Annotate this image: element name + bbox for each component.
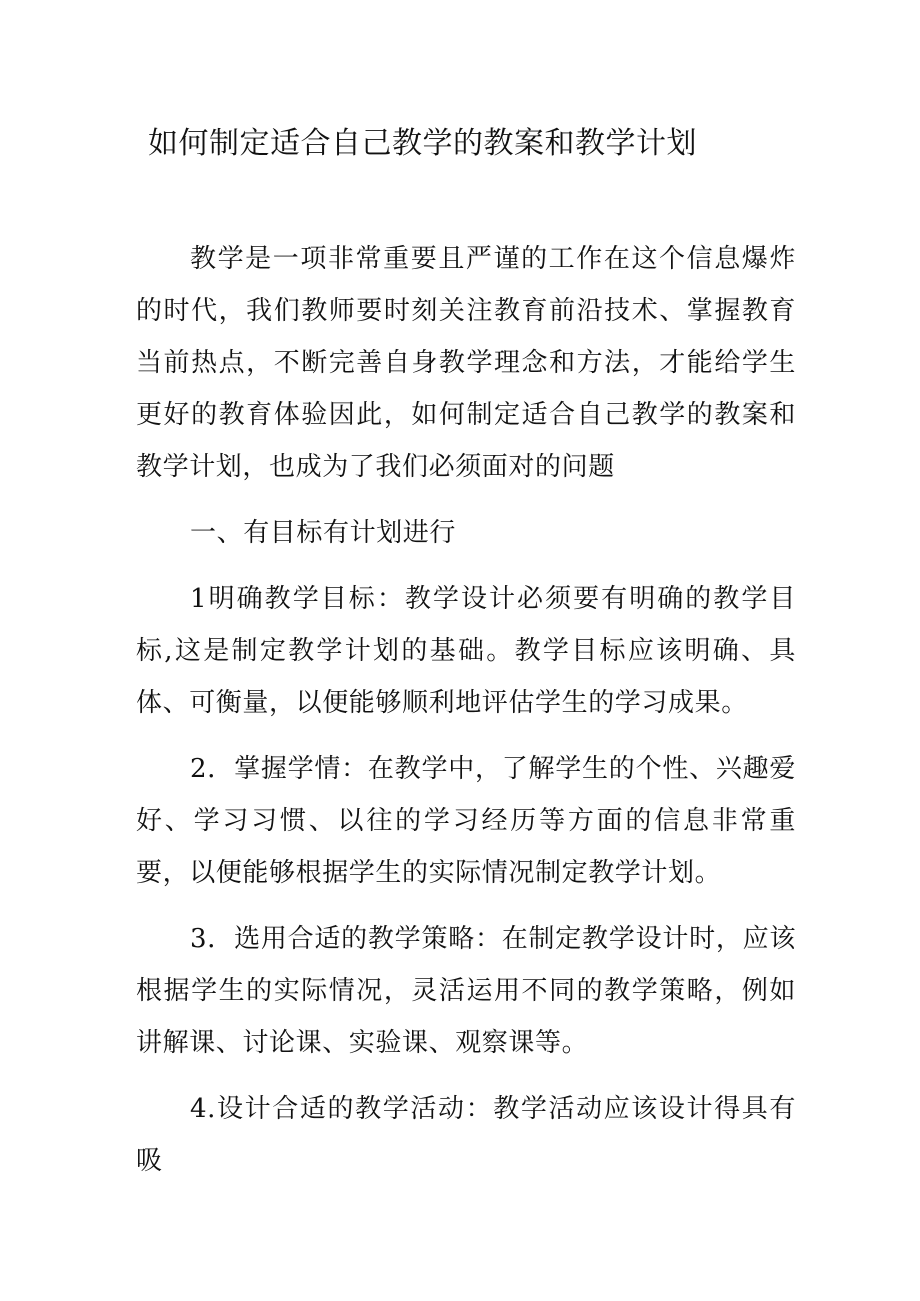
paragraph-item-4: 4.设计合适的教学活动：教学活动应该设计得具有吸 — [136, 1094, 796, 1176]
paragraph-intro: 教学是一项非常重要且严谨的工作在这个信息爆炸的时代，我们教师要时刻关注教育前沿技术、掌握教育当前热点，不断完善自身教学理念和方法，才能给学生更好的教育体验因此，如何制定适合自己教学的教案和教学计划，也成为了我们必须面对的问题 — [136, 244, 796, 482]
paragraph-item-2: 2．掌握学情：在教学中，了解学生的个性、兴趣爱好、学习习惯、以往的学习经历等方面的信息非常重要，以便能够根据学生的实际情况制定教学计划。 — [136, 754, 796, 888]
paragraph-item-3: 3．选用合适的教学策略：在制定教学设计时，应该根据学生的实际情况，灵活运用不同的教学策略，例如讲解课、讨论课、实验课、观察课等。 — [136, 924, 796, 1058]
document-title: 如何制定适合自己教学的教案和教学计划 — [148, 126, 697, 161]
paragraph-item-1: 1明确教学目标：教学设计必须要有明确的教学目标,这是制定教学计划的基础。教学目标应该明确、具体、可衡量，以便能够顺利地评估学生的学习成果。 — [136, 584, 796, 718]
section-heading-1: 一、有目标有计划进行 — [190, 518, 457, 548]
document-body — [136, 233, 796, 1187]
